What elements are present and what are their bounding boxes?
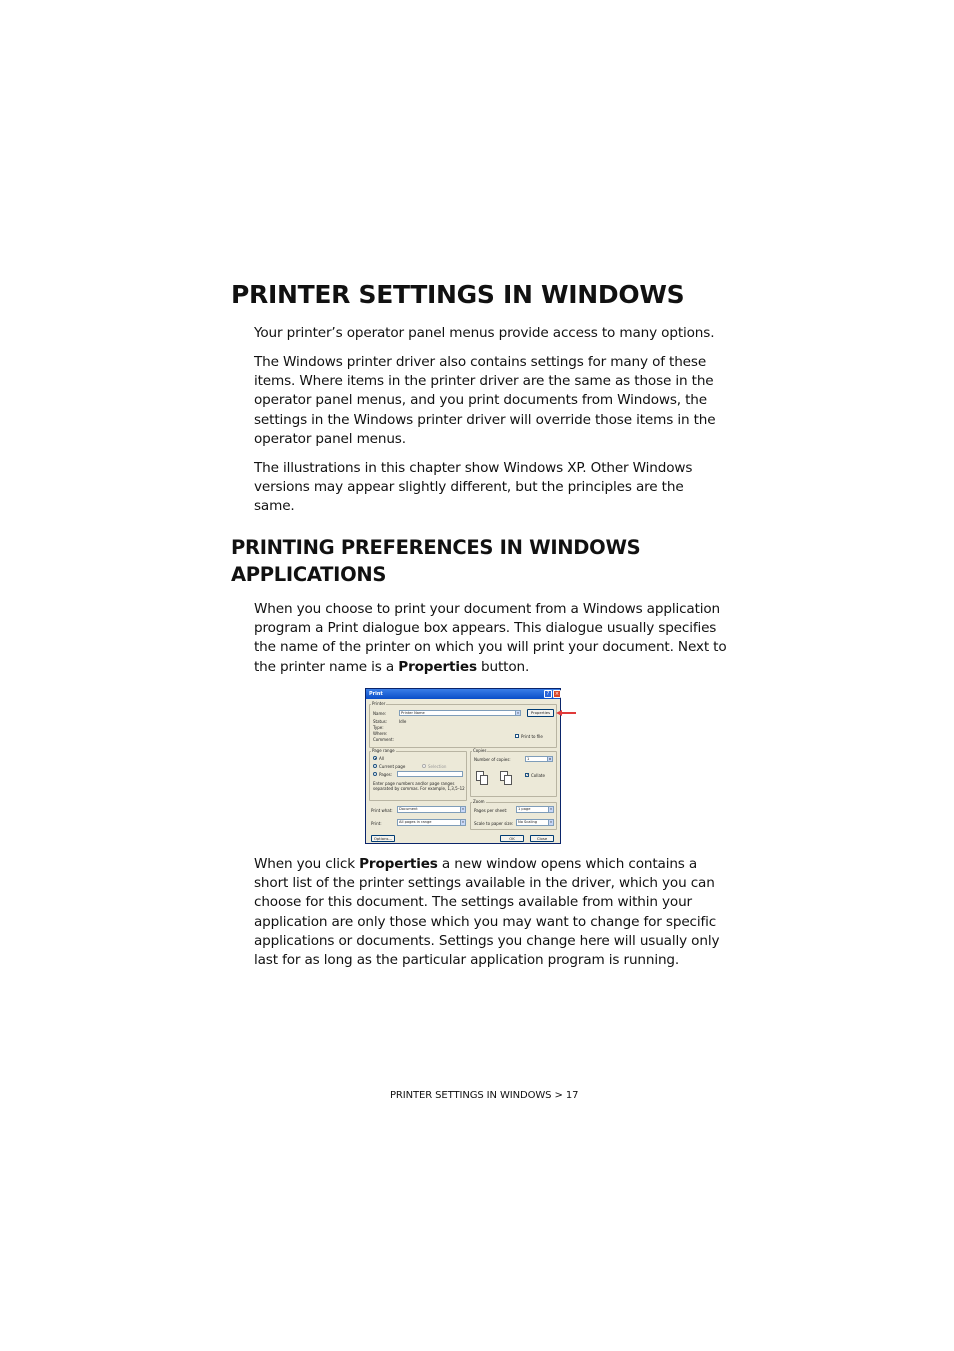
close-button: Close	[530, 835, 554, 842]
page-range-hint: Enter page numbers and/or page ranges separated by commas. For example, 1,3,5–12	[373, 781, 465, 791]
pages-label: Pages:	[379, 772, 393, 777]
options-button: Options...	[371, 835, 395, 842]
pages-per-sheet-select: 1 page ▾	[516, 806, 554, 813]
print-dialog-screenshot	[365, 688, 561, 844]
paragraph-illustrations: The illustrations in this chapter show Windows XP. Other Windows versions may appear slightly different, but the principles are the same.	[254, 460, 693, 515]
pages-per-sheet-label: Pages per sheet:	[474, 808, 508, 813]
print-label: Print:	[371, 821, 382, 826]
section-heading: PRINTING PREFERENCES IN WINDOWS APPLICATIONS	[231, 536, 641, 586]
collate-page-icon	[480, 775, 488, 785]
printer-name-select: Printer Name ▾	[399, 710, 521, 716]
page-footer: PRINTER SETTINGS IN WINDOWS > 17	[390, 1090, 579, 1101]
print-to-file-checkbox	[515, 734, 519, 738]
name-label: Name:	[373, 711, 387, 716]
type-label: Type:	[373, 725, 384, 730]
selection-label: Selection	[428, 764, 447, 769]
properties-button: Properties	[527, 709, 554, 717]
paragraph-driver: The Windows printer driver also contains settings for many of these items. Where items in the printer driver are the same as those in the operator panel menus, and you print documents from Windows, the settings in the Windows printer driver will override those items in the operator panel menus.	[254, 354, 716, 447]
scale-label: Scale to paper size:	[474, 821, 514, 826]
status-label: Status:	[373, 719, 388, 724]
print-what-label: Print what:	[371, 808, 393, 813]
collate-label: Collate	[531, 773, 545, 778]
selection-radio	[422, 764, 426, 768]
pages-input	[397, 771, 463, 777]
status-value: Idle	[399, 719, 407, 724]
paragraph-intro: Your printer’s operator panel menus provide access to many options.	[254, 325, 715, 341]
copies-spinner: 1 ⬍	[527, 757, 552, 761]
red-arrow-icon	[556, 710, 576, 716]
all-radio	[373, 756, 377, 760]
scale-select: No Scaling ▾	[516, 819, 554, 826]
close-icon: ×	[554, 691, 560, 697]
comment-label: Comment:	[373, 737, 394, 742]
bold-properties: Properties	[359, 856, 438, 872]
dialog-title-bar: Print	[366, 689, 560, 699]
copies-label: Copies	[473, 748, 487, 753]
current-page-radio	[373, 764, 377, 768]
collate-page-icon	[504, 775, 512, 785]
paragraph-properties-window: When you click Properties a new window opens which contains a short list of the printer settings available in the driver, which you can choose for this document. The settings available from within your application are only those which you may want to change for specific applications or documents. Settings you change here will usually only last for as long as the particular application program is running.	[254, 856, 720, 969]
pages-radio	[373, 772, 377, 776]
all-label: All	[379, 756, 384, 761]
help-icon: ?	[544, 690, 552, 698]
page-range-label: Page range	[372, 748, 395, 753]
number-of-copies-label: Number of copies:	[474, 757, 511, 762]
current-page-label: Current page	[379, 764, 406, 769]
where-label: Where:	[373, 731, 388, 736]
print-to-file-label: Print to file	[521, 734, 543, 739]
zoom-label: Zoom	[473, 799, 485, 804]
page-title: PRINTER SETTINGS IN WINDOWS	[231, 280, 685, 309]
print-select: All pages in range ▾	[397, 819, 466, 826]
print-what-select: Document ▾	[397, 806, 466, 813]
collate-checkbox: ✓	[526, 773, 529, 777]
ok-button: OK	[500, 835, 524, 842]
bold-properties: Properties	[398, 658, 477, 675]
paragraph-print-dialogue: When you choose to print your document from a Windows application program a Print dialogue box appears. This dialogue usually specifies the name of the printer on which you will print your document. Next to the printer name is a Properties button.	[254, 601, 727, 675]
printer-group-label: Printer	[372, 701, 386, 706]
